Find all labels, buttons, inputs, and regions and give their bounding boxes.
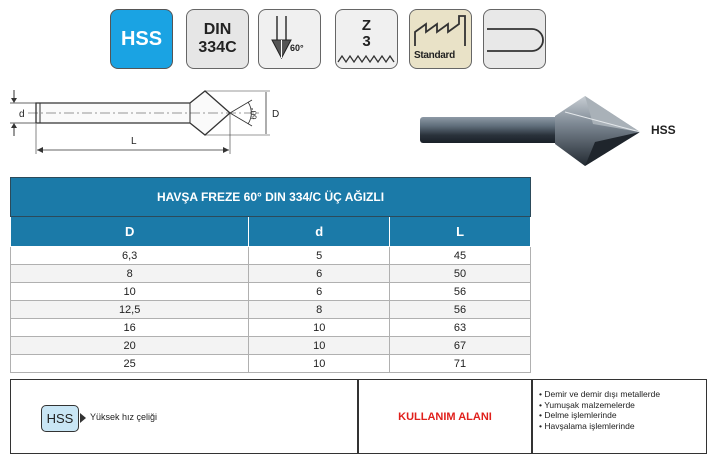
table-row <box>11 265 531 283</box>
din-badge <box>186 9 249 69</box>
angle-badge <box>258 9 321 69</box>
cell-D: 8 <box>11 265 249 283</box>
arrow-right-icon <box>80 413 86 423</box>
din-badge-line1: DIN <box>203 21 232 38</box>
cell-L: 67 <box>390 337 531 355</box>
drawing-label-d: d <box>19 109 25 120</box>
table-row <box>11 247 531 265</box>
cell-L: 63 <box>390 319 531 337</box>
factory-icon <box>410 10 473 50</box>
cell-L: 45 <box>390 247 531 265</box>
usage-item: • Delme işlemlerinde <box>539 410 660 421</box>
cell-D: 16 <box>11 319 249 337</box>
column-header-d: d <box>249 217 390 247</box>
table-row <box>11 283 531 301</box>
cell-D: 25 <box>11 355 249 373</box>
legend-hss-label: HSS <box>46 411 74 426</box>
usage-list <box>539 389 660 431</box>
cell-D: 10 <box>11 283 249 301</box>
table-row <box>11 319 531 337</box>
table-title: HAVŞA FREZE 60° DIN 334/C ÜÇ AĞIZLI <box>11 178 531 217</box>
table-row <box>11 301 531 319</box>
usage-item: • Demir ve demir dışı metallerde <box>539 389 660 400</box>
drawing-label-D: D <box>272 109 280 120</box>
cell-L: 71 <box>390 355 531 373</box>
teeth-icon <box>336 54 397 64</box>
legend-panel <box>10 379 358 454</box>
cell-D: 6,3 <box>11 247 249 265</box>
cell-D: 20 <box>11 337 249 355</box>
cell-d: 8 <box>249 301 390 319</box>
standard-badge-label: Standard <box>414 50 455 61</box>
cell-d: 6 <box>249 283 390 301</box>
usage-title-panel <box>358 379 532 454</box>
column-header-L: L <box>390 217 531 247</box>
din-badge-line2: 334C <box>198 39 237 56</box>
usage-title: KULLANIM ALANI <box>398 410 492 423</box>
table-row <box>11 337 531 355</box>
hss-badge-label: HSS <box>120 27 163 50</box>
cell-L: 56 <box>390 283 531 301</box>
standard-badge <box>409 9 472 69</box>
cell-L: 50 <box>390 265 531 283</box>
column-header-D: D <box>11 217 249 247</box>
photo-hss-label: HSS <box>651 123 676 137</box>
drawing-label-L: L <box>131 136 137 147</box>
legend-description: Yüksek hız çeliği <box>90 412 158 422</box>
flute-count-badge <box>335 9 398 69</box>
usage-list-panel <box>532 379 707 454</box>
hss-badge <box>110 9 173 69</box>
cylindrical-shank-icon <box>484 10 547 70</box>
dimension-table <box>10 177 531 373</box>
countersink-angle-icon <box>259 10 322 70</box>
table-row <box>11 355 531 373</box>
cell-d: 10 <box>249 355 390 373</box>
countersink-tool-image <box>415 90 645 170</box>
legend-hss-badge <box>41 405 79 432</box>
cell-d: 10 <box>249 337 390 355</box>
flute-count-value: 3 <box>362 33 371 50</box>
cell-d: 5 <box>249 247 390 265</box>
usage-item: • Yumuşak malzemelerde <box>539 400 660 411</box>
shank-badge <box>483 9 546 69</box>
usage-item: • Havşalama işlemlerinde <box>539 421 660 432</box>
angle-badge-label: 60° <box>290 43 304 53</box>
cell-d: 10 <box>249 319 390 337</box>
tool-technical-drawing <box>0 84 300 164</box>
cell-d: 6 <box>249 265 390 283</box>
cell-L: 56 <box>390 301 531 319</box>
cell-D: 12,5 <box>11 301 249 319</box>
flute-count-z: Z <box>361 17 372 34</box>
drawing-label-angle: 60° <box>249 107 259 120</box>
